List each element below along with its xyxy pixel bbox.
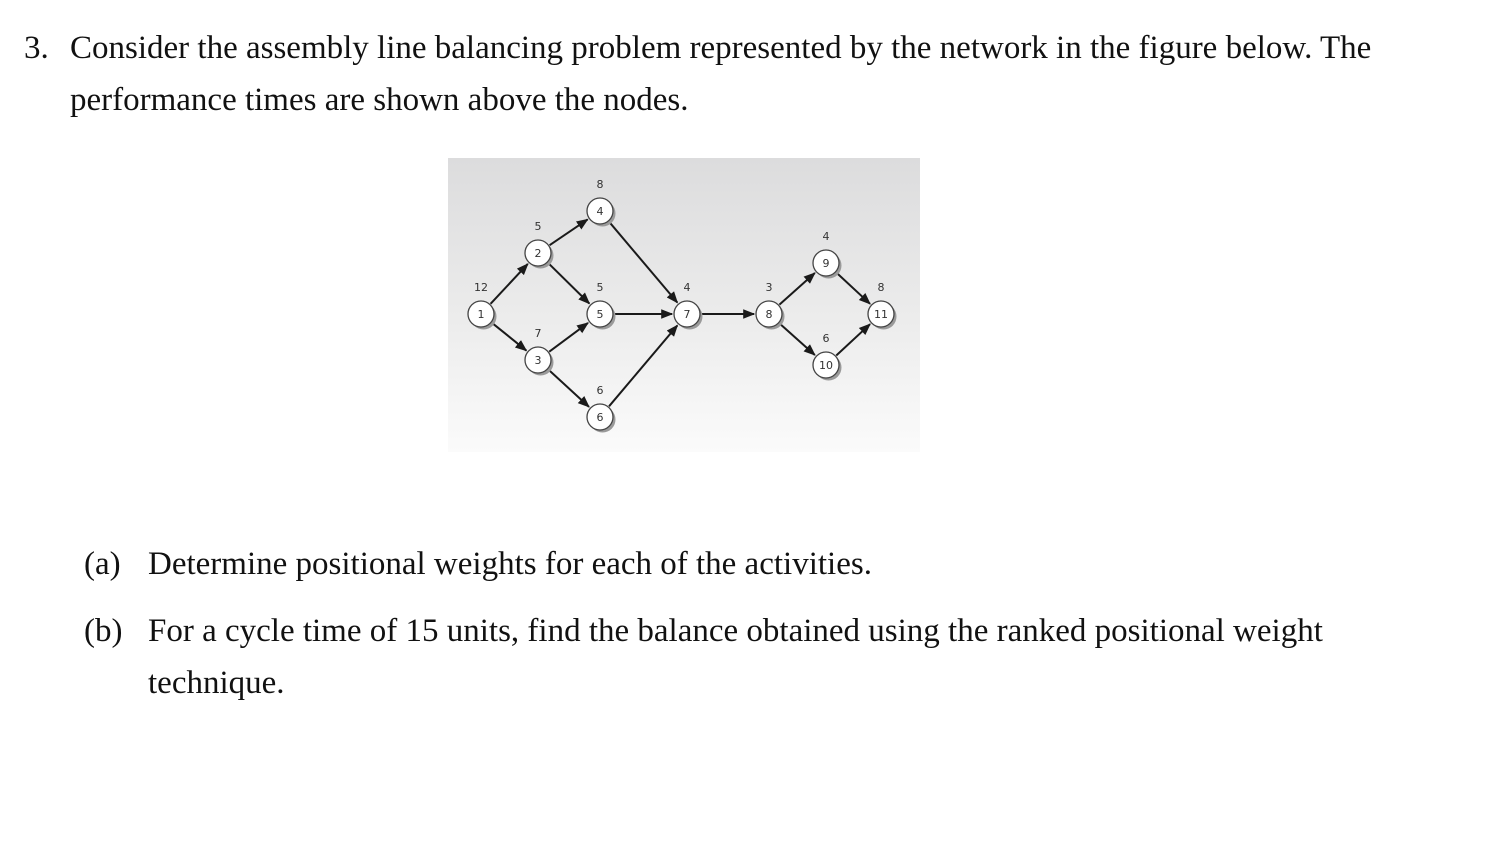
part-a-label: (a) bbox=[84, 546, 121, 582]
performance-time-label: 5 bbox=[596, 281, 604, 294]
node-id-label: 9 bbox=[822, 257, 830, 270]
performance-time-label: 8 bbox=[877, 281, 885, 294]
precedence-network-figure bbox=[448, 158, 920, 452]
part-b-text: For a cycle time of 15 units, find the balance obtained using the ranked positional weight technique. bbox=[148, 613, 1323, 701]
node-id-label: 8 bbox=[765, 308, 773, 321]
sub-questions bbox=[84, 538, 1404, 724]
performance-time-label: 3 bbox=[765, 281, 773, 294]
part-a-text: Determine positional weights for each of the activities. bbox=[148, 546, 872, 582]
performance-time-label: 4 bbox=[822, 230, 830, 243]
part-a bbox=[84, 538, 1404, 590]
node-id-label: 4 bbox=[596, 205, 604, 218]
problem-number: 3. bbox=[24, 30, 49, 66]
problem-text: Consider the assembly line balancing problem represented by the network in the figure below. The performance times are shown above the nodes. bbox=[70, 30, 1372, 118]
performance-time-label: 12 bbox=[474, 281, 488, 294]
precedence-network bbox=[448, 158, 920, 452]
node-id-label: 1 bbox=[477, 308, 485, 321]
problem-statement bbox=[24, 22, 1424, 126]
performance-time-label: 4 bbox=[683, 281, 691, 294]
performance-time-label: 5 bbox=[534, 220, 542, 233]
part-b bbox=[84, 605, 1404, 709]
node-id-label: 6 bbox=[596, 411, 604, 424]
node-id-label: 7 bbox=[683, 308, 691, 321]
node-id-label: 10 bbox=[819, 359, 833, 372]
performance-time-label: 6 bbox=[596, 384, 604, 397]
performance-time-label: 7 bbox=[534, 327, 542, 340]
performance-time-label: 6 bbox=[822, 332, 830, 345]
node-id-label: 3 bbox=[534, 354, 542, 367]
node-id-label: 5 bbox=[596, 308, 604, 321]
performance-time-label: 8 bbox=[596, 178, 604, 191]
part-b-label: (b) bbox=[84, 613, 123, 649]
node-id-label: 11 bbox=[874, 308, 888, 321]
node-id-label: 2 bbox=[534, 247, 542, 260]
